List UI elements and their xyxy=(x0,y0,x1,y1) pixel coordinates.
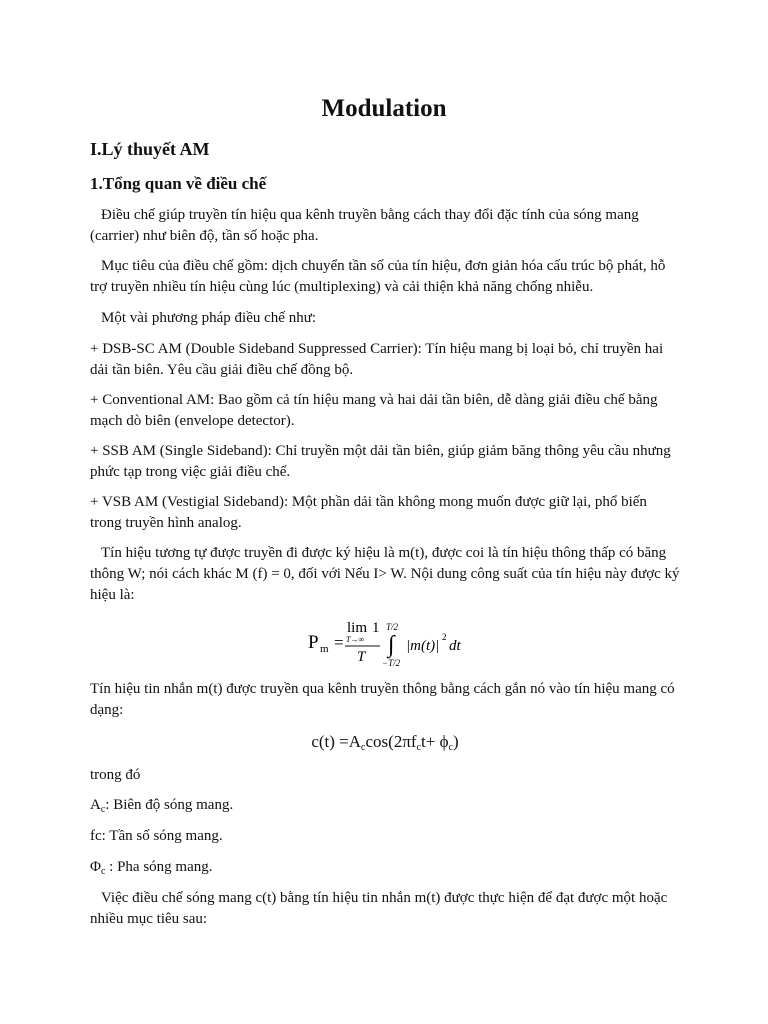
paragraph-6: trong đó xyxy=(90,767,141,783)
bullet-conventional-am: + Conventional AM: Bao gồm cả tín hiệu mang và hai dải tần biên, dễ dàng giải điều chế bằng mạch dò biên (envelope detector). xyxy=(90,392,658,429)
bullet-vsb: + VSB AM (Vestigial Sideband): Một phần dải tần không mong muốn được giữ lại, phổ biến trong truyền hình analog. xyxy=(90,494,647,531)
section-heading: I.Lý thuyết AM xyxy=(90,139,210,159)
formula-equals: = xyxy=(334,633,344,652)
formula-lim: lim xyxy=(347,620,368,636)
paragraph-7: Việc điều chế sóng mang c(t) bằng tín hiệu tin nhắn m(t) được thực hiện để đạt được một hoặc nhiều mục tiêu sau: xyxy=(90,890,668,927)
formula-integral: ∫ xyxy=(388,632,395,658)
paragraph-5: Tín hiệu tin nhắn m(t) được truyền qua kênh truyền thông bằng cách gắn nó vào tín hiệu mang có dạng: xyxy=(90,681,675,718)
page-title: Modulation xyxy=(321,95,447,122)
formula-one: 1 xyxy=(372,620,380,636)
formula-lhs: P xyxy=(308,632,319,653)
bullet-ssb: + SSB AM (Single Sideband): Chỉ truyền một dải tần biên, giúp giảm băng thông yêu cầu nhưng phức tạp trong việc giải điều chế. xyxy=(90,443,671,480)
paragraph-3: Một vài phương pháp điều chế như: xyxy=(101,310,316,326)
formula-integrand: |m(t)| xyxy=(406,638,440,654)
formula-T: T xyxy=(357,649,366,665)
subsection-heading: 1.Tổng quan về điều chế xyxy=(90,174,267,193)
formula-lower-bound: −T/2 xyxy=(382,658,401,668)
formula-lim-sub: T→∞ xyxy=(346,635,365,644)
definition-phase: $\Phi_c$ : Pha sóng mang. xyxy=(90,859,213,877)
definition-amplitude: $A_c$: Biên độ sóng mang. xyxy=(90,797,234,815)
definition-frequency: fc: Tần số sóng mang. xyxy=(90,828,223,844)
bullet-dsb-sc: + DSB-SC AM (Double Sideband Suppressed Carrier): Tín hiệu mang bị loại bỏ, chỉ truyền hai dải tần biên. Yêu cầu giải điều chế đồng bộ. xyxy=(90,341,664,378)
power-formula xyxy=(304,616,494,672)
formula-lhs-sub: m xyxy=(320,643,329,655)
formula-power: 2 xyxy=(442,632,447,642)
paragraph-2: Mục tiêu của điều chế gồm: dịch chuyển tần số của tín hiệu, đơn giản hóa cấu trúc bộ phát, hỗ trợ truyền nhiều tín hiệu cùng lúc (multiplexing) và cải thiện khả năng chống nhiễu. xyxy=(90,258,666,295)
formula-upper-bound: T/2 xyxy=(386,622,399,632)
paragraph-1: Điều chế giúp truyền tín hiệu qua kênh truyền bằng cách thay đổi đặc tính của sóng mang (carrier) như biên độ, tần số hoặc pha. xyxy=(90,207,639,244)
formula-dt: dt xyxy=(449,638,461,654)
paragraph-4: Tín hiệu tương tự được truyền đi được ký hiệu là m(t), được coi là tín hiệu thông thấp có băng thông W; nói cách khác M (f) = 0, đối với Nếu I> W. Nội dung công suất của tín hiệu này được ký hiệu là: xyxy=(90,545,680,603)
carrier-formula: $c(t) =A_c\cos(2\pi f_ct+ \phi_c)$ xyxy=(311,732,459,753)
